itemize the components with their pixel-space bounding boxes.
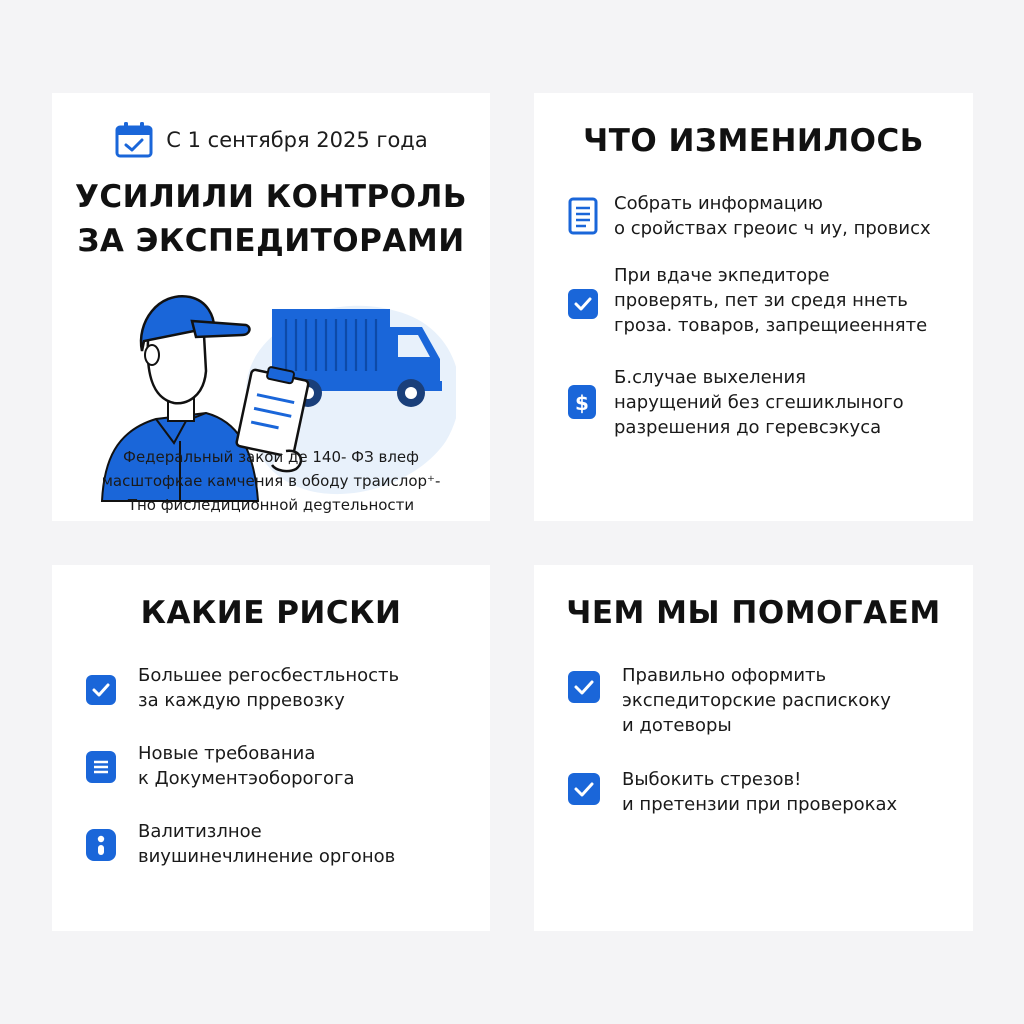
checkbox-icon	[568, 289, 598, 319]
changes-card	[534, 93, 973, 521]
svg-text:$: $	[575, 391, 589, 415]
law-line-1: Федеральный закои де 140- ФЗ влеф	[123, 448, 419, 466]
title-line-2: ЗА ЭКСПЕДИТОРАМИ	[77, 223, 465, 259]
risks-item-text: Валитизлное виушинечлинение оргонов	[138, 821, 396, 867]
help-item-text: Выбокить стрезов! и претензии при провероках	[622, 769, 898, 815]
changes-item-text: При вдаче экпедиторе проверять, пет зи средя ннеть гроза. товаров, запрещиеенняте	[614, 265, 928, 336]
help-item	[568, 663, 891, 738]
intro-card	[52, 93, 490, 521]
risks-item	[86, 819, 395, 869]
changes-item-text: Собрать информацию о сройствах греоис ч иу, провисх	[614, 193, 931, 239]
start-date: С 1 сентября 2025 года	[166, 128, 428, 152]
help-title: ЧЕМ МЫ ПОМОГАЕМ	[566, 595, 941, 631]
risks-item	[86, 663, 399, 713]
changes-item	[568, 191, 931, 241]
help-item-text: Правильно оформить экспедиторские распиcкоку и дотеворы	[622, 665, 891, 736]
help-item	[568, 767, 897, 817]
checkbox-icon	[568, 671, 600, 703]
checkbox-icon	[86, 675, 116, 705]
info-icon	[86, 829, 116, 861]
document-icon	[568, 197, 598, 235]
risks-item	[86, 741, 355, 791]
page-title	[52, 175, 490, 263]
changes-item	[568, 263, 927, 338]
law-description	[72, 445, 470, 517]
list-icon	[86, 751, 116, 783]
changes-item	[568, 365, 904, 440]
risks-title: КАКИЕ РИСКИ	[140, 595, 402, 631]
changes-title: ЧТО ИЗМЕНИЛОСЬ	[583, 123, 924, 159]
title-line-1: УСИЛИЛИ КОНТРОЛЬ	[74, 179, 467, 215]
risks-item-text: Новые требованиа к Документэоборогога	[138, 743, 355, 789]
date-row	[52, 121, 490, 159]
law-line-2: масштофкае камчения в ободу траислор⁺-	[101, 472, 441, 490]
checkbox-icon	[568, 773, 600, 805]
calendar-check-icon	[114, 121, 154, 159]
risks-item-text: Большее регосбестльность за каждую прревозку	[138, 665, 400, 711]
help-card	[534, 565, 973, 931]
risks-card	[52, 565, 490, 931]
changes-item-text: Б.случае выхеления нарущений без сгешиклыного разрешения до геревсэкуса	[614, 367, 904, 438]
law-line-3: Тно фиследиционной деgтельности	[127, 496, 415, 514]
currency-icon	[568, 385, 596, 419]
